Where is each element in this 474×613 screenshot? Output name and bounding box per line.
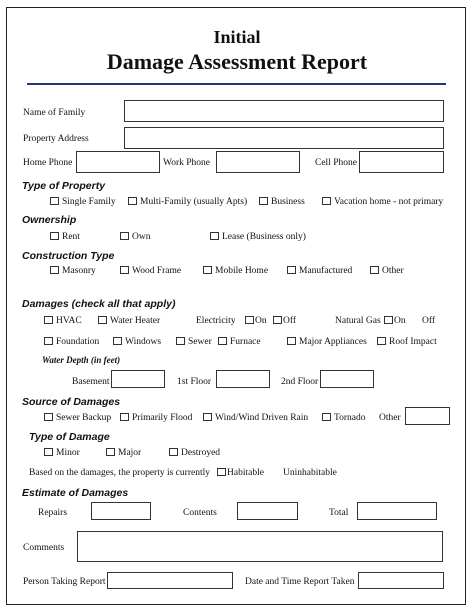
- electricity-on-checkbox[interactable]: [245, 316, 254, 324]
- lease-checkbox[interactable]: [210, 232, 219, 240]
- construction-type-heading: Construction Type: [22, 250, 115, 262]
- minor-checkbox[interactable]: [44, 448, 53, 456]
- business-checkbox[interactable]: [259, 197, 268, 205]
- habitability-prompt: Based on the damages, the property is currently: [29, 468, 210, 478]
- work-phone-input[interactable]: [216, 151, 300, 173]
- lease-label: Lease (Business only): [222, 232, 306, 242]
- rent-label: Rent: [62, 232, 80, 242]
- basement-label: Basement: [72, 377, 110, 387]
- repairs-input[interactable]: [91, 502, 151, 520]
- major-appliances-label: Major Appliances: [299, 337, 367, 347]
- tornado-label: Tornado: [334, 413, 366, 423]
- title-divider: [27, 83, 446, 85]
- other-construction-label: Other: [382, 266, 404, 276]
- business-label: Business: [271, 197, 305, 207]
- damages-heading: Damages (check all that apply): [22, 298, 176, 310]
- comments-label: Comments: [23, 543, 65, 553]
- sewer-label: Sewer: [188, 337, 212, 347]
- gas-on-label: On: [394, 316, 406, 326]
- windows-label: Windows: [125, 337, 162, 347]
- home-phone-input[interactable]: [76, 151, 160, 173]
- type-of-damage-heading: Type of Damage: [29, 431, 110, 443]
- first-floor-label: 1st Floor: [177, 377, 212, 387]
- person-taking-report-label: Person Taking Report: [23, 577, 106, 587]
- manufactured-label: Manufactured: [299, 266, 353, 276]
- total-label: Total: [329, 508, 349, 518]
- mobile-home-label: Mobile Home: [215, 266, 269, 276]
- total-input[interactable]: [357, 502, 437, 520]
- sewer-checkbox[interactable]: [176, 337, 185, 345]
- masonry-label: Masonry: [62, 266, 96, 276]
- foundation-label: Foundation: [56, 337, 100, 347]
- property-address-input[interactable]: [124, 127, 444, 149]
- gas-on-checkbox[interactable]: [384, 316, 393, 324]
- first-floor-depth-input[interactable]: [216, 370, 270, 388]
- second-floor-depth-input[interactable]: [320, 370, 374, 388]
- roof-impact-checkbox[interactable]: [377, 337, 386, 345]
- major-appliances-checkbox[interactable]: [287, 337, 296, 345]
- form-subtitle: Damage Assessment Report: [106, 49, 368, 74]
- habitable-checkbox[interactable]: [217, 468, 226, 476]
- own-checkbox[interactable]: [120, 232, 129, 240]
- water-heater-checkbox[interactable]: [98, 316, 107, 324]
- wind-rain-label: Wind/Wind Driven Rain: [215, 413, 309, 423]
- habitable-label: Habitable: [227, 468, 264, 478]
- destroyed-checkbox[interactable]: [169, 448, 178, 456]
- wood-frame-label: Wood Frame: [132, 266, 182, 276]
- sewer-backup-checkbox[interactable]: [44, 413, 53, 421]
- other-source-input[interactable]: [405, 407, 450, 425]
- manufactured-checkbox[interactable]: [287, 266, 296, 274]
- electricity-on-label: On: [255, 316, 267, 326]
- other-source-label: Other: [379, 413, 401, 423]
- electricity-off-checkbox[interactable]: [273, 316, 282, 324]
- minor-label: Minor: [56, 448, 80, 458]
- vacation-home-label: Vacation home - not primary: [334, 197, 444, 207]
- comments-input[interactable]: [77, 531, 443, 562]
- primarily-flood-label: Primarily Flood: [132, 413, 193, 423]
- date-time-report-label: Date and Time Report Taken: [245, 577, 355, 587]
- furnace-checkbox[interactable]: [218, 337, 227, 345]
- basement-depth-input[interactable]: [111, 370, 165, 388]
- work-phone-label: Work Phone: [163, 158, 210, 168]
- rent-checkbox[interactable]: [50, 232, 59, 240]
- wood-frame-checkbox[interactable]: [120, 266, 129, 274]
- vacation-home-checkbox[interactable]: [322, 197, 331, 205]
- uninhabitable-label: Uninhabitable: [283, 468, 337, 478]
- sewer-backup-label: Sewer Backup: [56, 413, 112, 423]
- single-family-label: Single Family: [62, 197, 116, 207]
- hvac-label: HVAC: [56, 316, 82, 326]
- masonry-checkbox[interactable]: [50, 266, 59, 274]
- own-label: Own: [132, 232, 151, 242]
- home-phone-label: Home Phone: [23, 158, 73, 168]
- electricity-label: Electricity: [196, 316, 236, 326]
- ownership-heading: Ownership: [22, 214, 77, 226]
- single-family-checkbox[interactable]: [50, 197, 59, 205]
- contents-input[interactable]: [237, 502, 298, 520]
- major-label: Major: [118, 448, 142, 458]
- primarily-flood-checkbox[interactable]: [120, 413, 129, 421]
- gas-off-label: Off: [422, 316, 436, 326]
- tornado-checkbox[interactable]: [322, 413, 331, 421]
- cell-phone-input[interactable]: [359, 151, 444, 173]
- other-construction-checkbox[interactable]: [370, 266, 379, 274]
- type-of-property-heading: Type of Property: [22, 180, 106, 192]
- hvac-checkbox[interactable]: [44, 316, 53, 324]
- person-taking-report-input[interactable]: [107, 572, 233, 589]
- date-time-report-input[interactable]: [358, 572, 444, 589]
- second-floor-label: 2nd Floor: [281, 377, 319, 387]
- foundation-checkbox[interactable]: [44, 337, 53, 345]
- roof-impact-label: Roof Impact: [389, 337, 437, 347]
- name-of-family-label: Name of Family: [23, 108, 86, 118]
- furnace-label: Furnace: [230, 337, 261, 347]
- windows-checkbox[interactable]: [113, 337, 122, 345]
- estimate-of-damages-heading: Estimate of Damages: [22, 487, 129, 499]
- natural-gas-label: Natural Gas: [335, 316, 381, 326]
- electricity-off-label: Off: [283, 316, 297, 326]
- property-address-label: Property Address: [23, 134, 89, 144]
- contents-label: Contents: [183, 508, 217, 518]
- form-title: Initial: [213, 27, 261, 47]
- water-depth-heading: Water Depth (in feet): [42, 355, 121, 365]
- mobile-home-checkbox[interactable]: [203, 266, 212, 274]
- wind-rain-checkbox[interactable]: [203, 413, 212, 421]
- multi-family-label: Multi-Family (usually Apts): [140, 197, 248, 207]
- repairs-label: Repairs: [38, 508, 68, 518]
- multi-family-checkbox[interactable]: [128, 197, 137, 205]
- water-heater-label: Water Heater: [110, 316, 161, 326]
- major-checkbox[interactable]: [106, 448, 115, 456]
- destroyed-label: Destroyed: [181, 448, 221, 458]
- source-of-damages-heading: Source of Damages: [22, 396, 121, 408]
- cell-phone-label: Cell Phone: [315, 158, 357, 168]
- name-of-family-input[interactable]: [124, 100, 444, 122]
